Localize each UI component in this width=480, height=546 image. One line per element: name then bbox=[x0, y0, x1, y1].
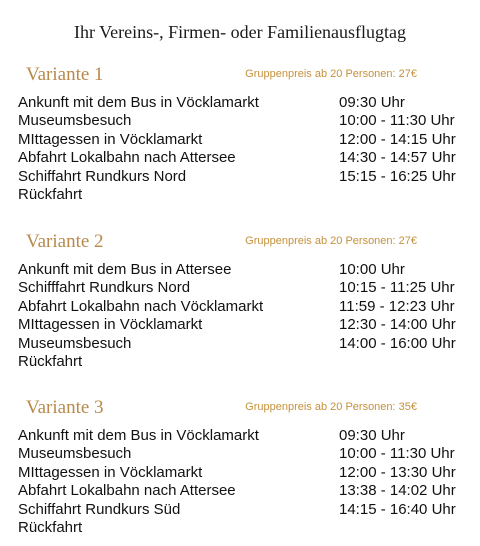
variant-title: Variante 3 bbox=[26, 397, 104, 418]
variant-title: Variante 2 bbox=[26, 231, 104, 252]
schedule-list bbox=[18, 94, 468, 204]
activity: Rückfahrt bbox=[18, 185, 83, 203]
time: 13:38 - 14:02 Uhr bbox=[339, 482, 456, 500]
schedule-row bbox=[18, 501, 468, 519]
activity: Ankunft mit dem Bus in Vöcklamarkt bbox=[18, 94, 259, 111]
activity: Rückfahrt bbox=[18, 518, 83, 536]
schedule-row bbox=[18, 519, 468, 537]
variant-2-section bbox=[0, 231, 480, 370]
activity: Ankunft mit dem Bus in Vöcklamarkt bbox=[18, 427, 259, 444]
activity: MIttagessen in Vöcklamarkt bbox=[18, 463, 203, 481]
activity: Museumsbesuch bbox=[18, 445, 132, 463]
activity: MIttagessen in Vöcklamarkt bbox=[18, 130, 203, 148]
time: 11:59 - 12:23 Uhr bbox=[339, 297, 455, 315]
time: 09:30 Uhr bbox=[339, 94, 405, 111]
variant-1-section bbox=[0, 64, 480, 203]
schedule-row bbox=[18, 131, 468, 149]
time: 14:00 - 16:00 Uhr bbox=[339, 334, 456, 352]
schedule-row bbox=[18, 186, 468, 204]
activity: Rückfahrt bbox=[18, 352, 83, 370]
time: 14:15 - 16:40 Uhr bbox=[339, 500, 456, 518]
activity: Schifffahrt Rundkurs Nord bbox=[18, 279, 191, 297]
schedule-row bbox=[18, 149, 468, 167]
schedule-list bbox=[18, 427, 468, 537]
activity: Abfahrt Lokalbahn nach Attersee bbox=[18, 149, 236, 167]
schedule-row bbox=[18, 464, 468, 482]
activity: Museumsbesuch bbox=[18, 334, 132, 352]
time: 10:00 - 11:30 Uhr bbox=[339, 445, 455, 463]
time: 10:00 Uhr bbox=[339, 261, 405, 278]
activity: Ankunft mit dem Bus in Attersee bbox=[18, 261, 232, 278]
time: 09:30 Uhr bbox=[339, 427, 405, 444]
time: 12:00 - 13:30 Uhr bbox=[339, 463, 456, 481]
schedule-row bbox=[18, 94, 468, 112]
activity: Schiffahrt Rundkurs Süd bbox=[18, 500, 181, 518]
activity: MIttagessen in Vöcklamarkt bbox=[18, 316, 203, 334]
activity: Abfahrt Lokalbahn nach Vöcklamarkt bbox=[18, 297, 264, 315]
schedule-row bbox=[18, 445, 468, 463]
activity: Museumsbesuch bbox=[18, 112, 132, 130]
time: 12:00 - 14:15 Uhr bbox=[339, 130, 456, 148]
schedule-row bbox=[18, 316, 468, 334]
schedule-list bbox=[18, 261, 468, 371]
activity: Schiffahrt Rundkurs Nord bbox=[18, 167, 187, 185]
variant-title: Variante 1 bbox=[26, 64, 104, 85]
schedule-row bbox=[18, 482, 468, 500]
schedule-row bbox=[18, 335, 468, 353]
schedule-row bbox=[18, 261, 468, 279]
schedule-row bbox=[18, 168, 468, 186]
time: 10:00 - 11:30 Uhr bbox=[339, 112, 455, 130]
schedule-row bbox=[18, 353, 468, 371]
time: 12:30 - 14:00 Uhr bbox=[339, 316, 456, 334]
time: 10:15 - 11:25 Uhr bbox=[339, 279, 455, 297]
activity: Abfahrt Lokalbahn nach Attersee bbox=[18, 482, 236, 500]
time: 14:30 - 14:57 Uhr bbox=[339, 149, 456, 167]
schedule-row bbox=[18, 112, 468, 130]
group-price: Gruppenpreis ab 20 Personen: 27€ bbox=[245, 235, 417, 247]
group-price: Gruppenpreis ab 20 Personen: 35€ bbox=[245, 401, 417, 413]
schedule-row bbox=[18, 279, 468, 297]
schedule-row bbox=[18, 427, 468, 445]
variant-3-section bbox=[0, 397, 480, 536]
time: 15:15 - 16:25 Uhr bbox=[339, 167, 456, 185]
group-price: Gruppenpreis ab 20 Personen: 27€ bbox=[245, 68, 417, 80]
page-title: Ihr Vereins-, Firmen- oder Familienausflugtag bbox=[73, 22, 407, 42]
schedule-row bbox=[18, 298, 468, 316]
